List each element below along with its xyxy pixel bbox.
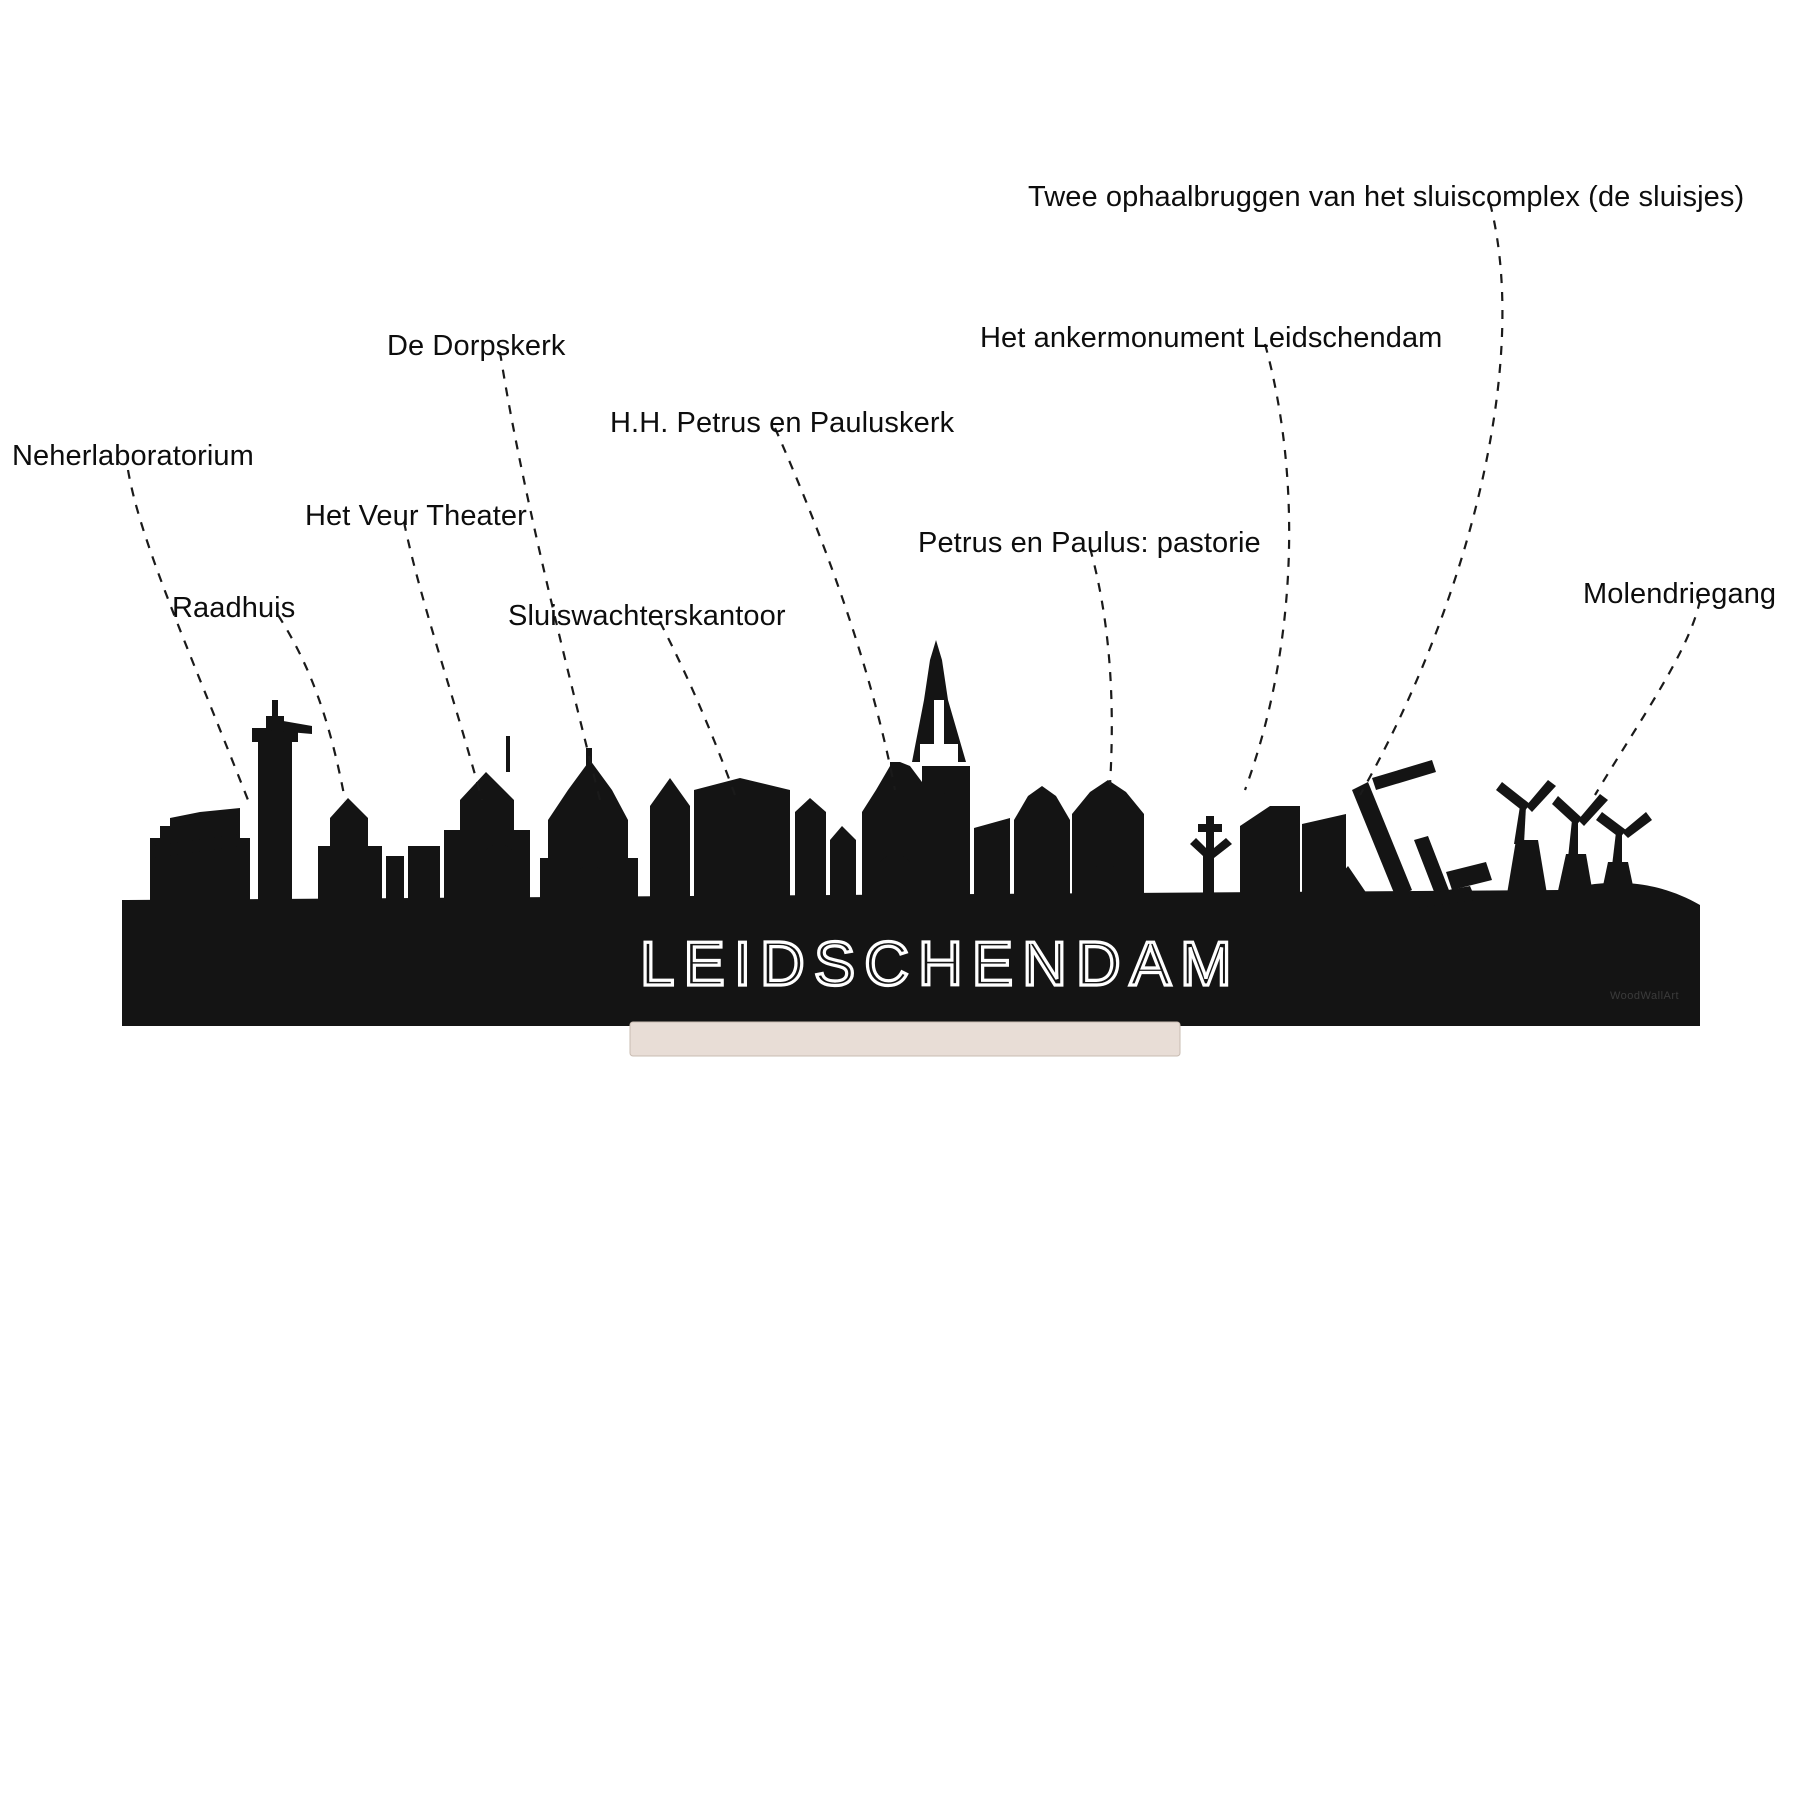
annotation-het-veur-theater: Het Veur Theater xyxy=(305,500,527,532)
leader-het-veur-theater xyxy=(404,522,482,800)
annotation-de-dorpskerk: De Dorpskerk xyxy=(387,330,566,362)
leader-neherlaboratorium xyxy=(128,470,248,800)
display-stand xyxy=(630,1022,1180,1056)
annotation-raadhuis: Raadhuis xyxy=(172,592,296,624)
leader-sluiswachterskantoor xyxy=(660,622,735,795)
city-name: LEIDSCHENDAM xyxy=(640,930,1241,999)
leader-twee-ophaalbruggen xyxy=(1360,203,1502,795)
leader-de-dorpskerk xyxy=(500,352,600,800)
annotation-molendriegang: Molendriegang xyxy=(1583,578,1777,610)
watermark-text: WoodWallArt xyxy=(1610,990,1680,1002)
annotation-sluiswachterskantoor: Sluiswachterskantoor xyxy=(508,600,786,632)
leader-hh-petrus-en-pauluskerk xyxy=(775,428,895,790)
annotation-neherlaboratorium: Neherlaboratorium xyxy=(12,440,254,472)
leader-molendriegang xyxy=(1595,600,1700,795)
annotation-twee-ophaalbruggen: Twee ophaalbruggen van het sluiscomplex (de sluisjes) xyxy=(1028,181,1745,213)
leader-het-ankermonument xyxy=(1245,344,1289,790)
annotation-het-ankermonument-leidschendam: Het ankermonument Leidschendam xyxy=(980,322,1443,354)
annotation-petrus-en-paulus-pastorie: Petrus en Paulus: pastorie xyxy=(918,527,1261,559)
leader-petrus-en-paulus-pastorie xyxy=(1090,548,1112,785)
annotation-hh-petrus-en-pauluskerk: H.H. Petrus en Pauluskerk xyxy=(610,407,955,439)
